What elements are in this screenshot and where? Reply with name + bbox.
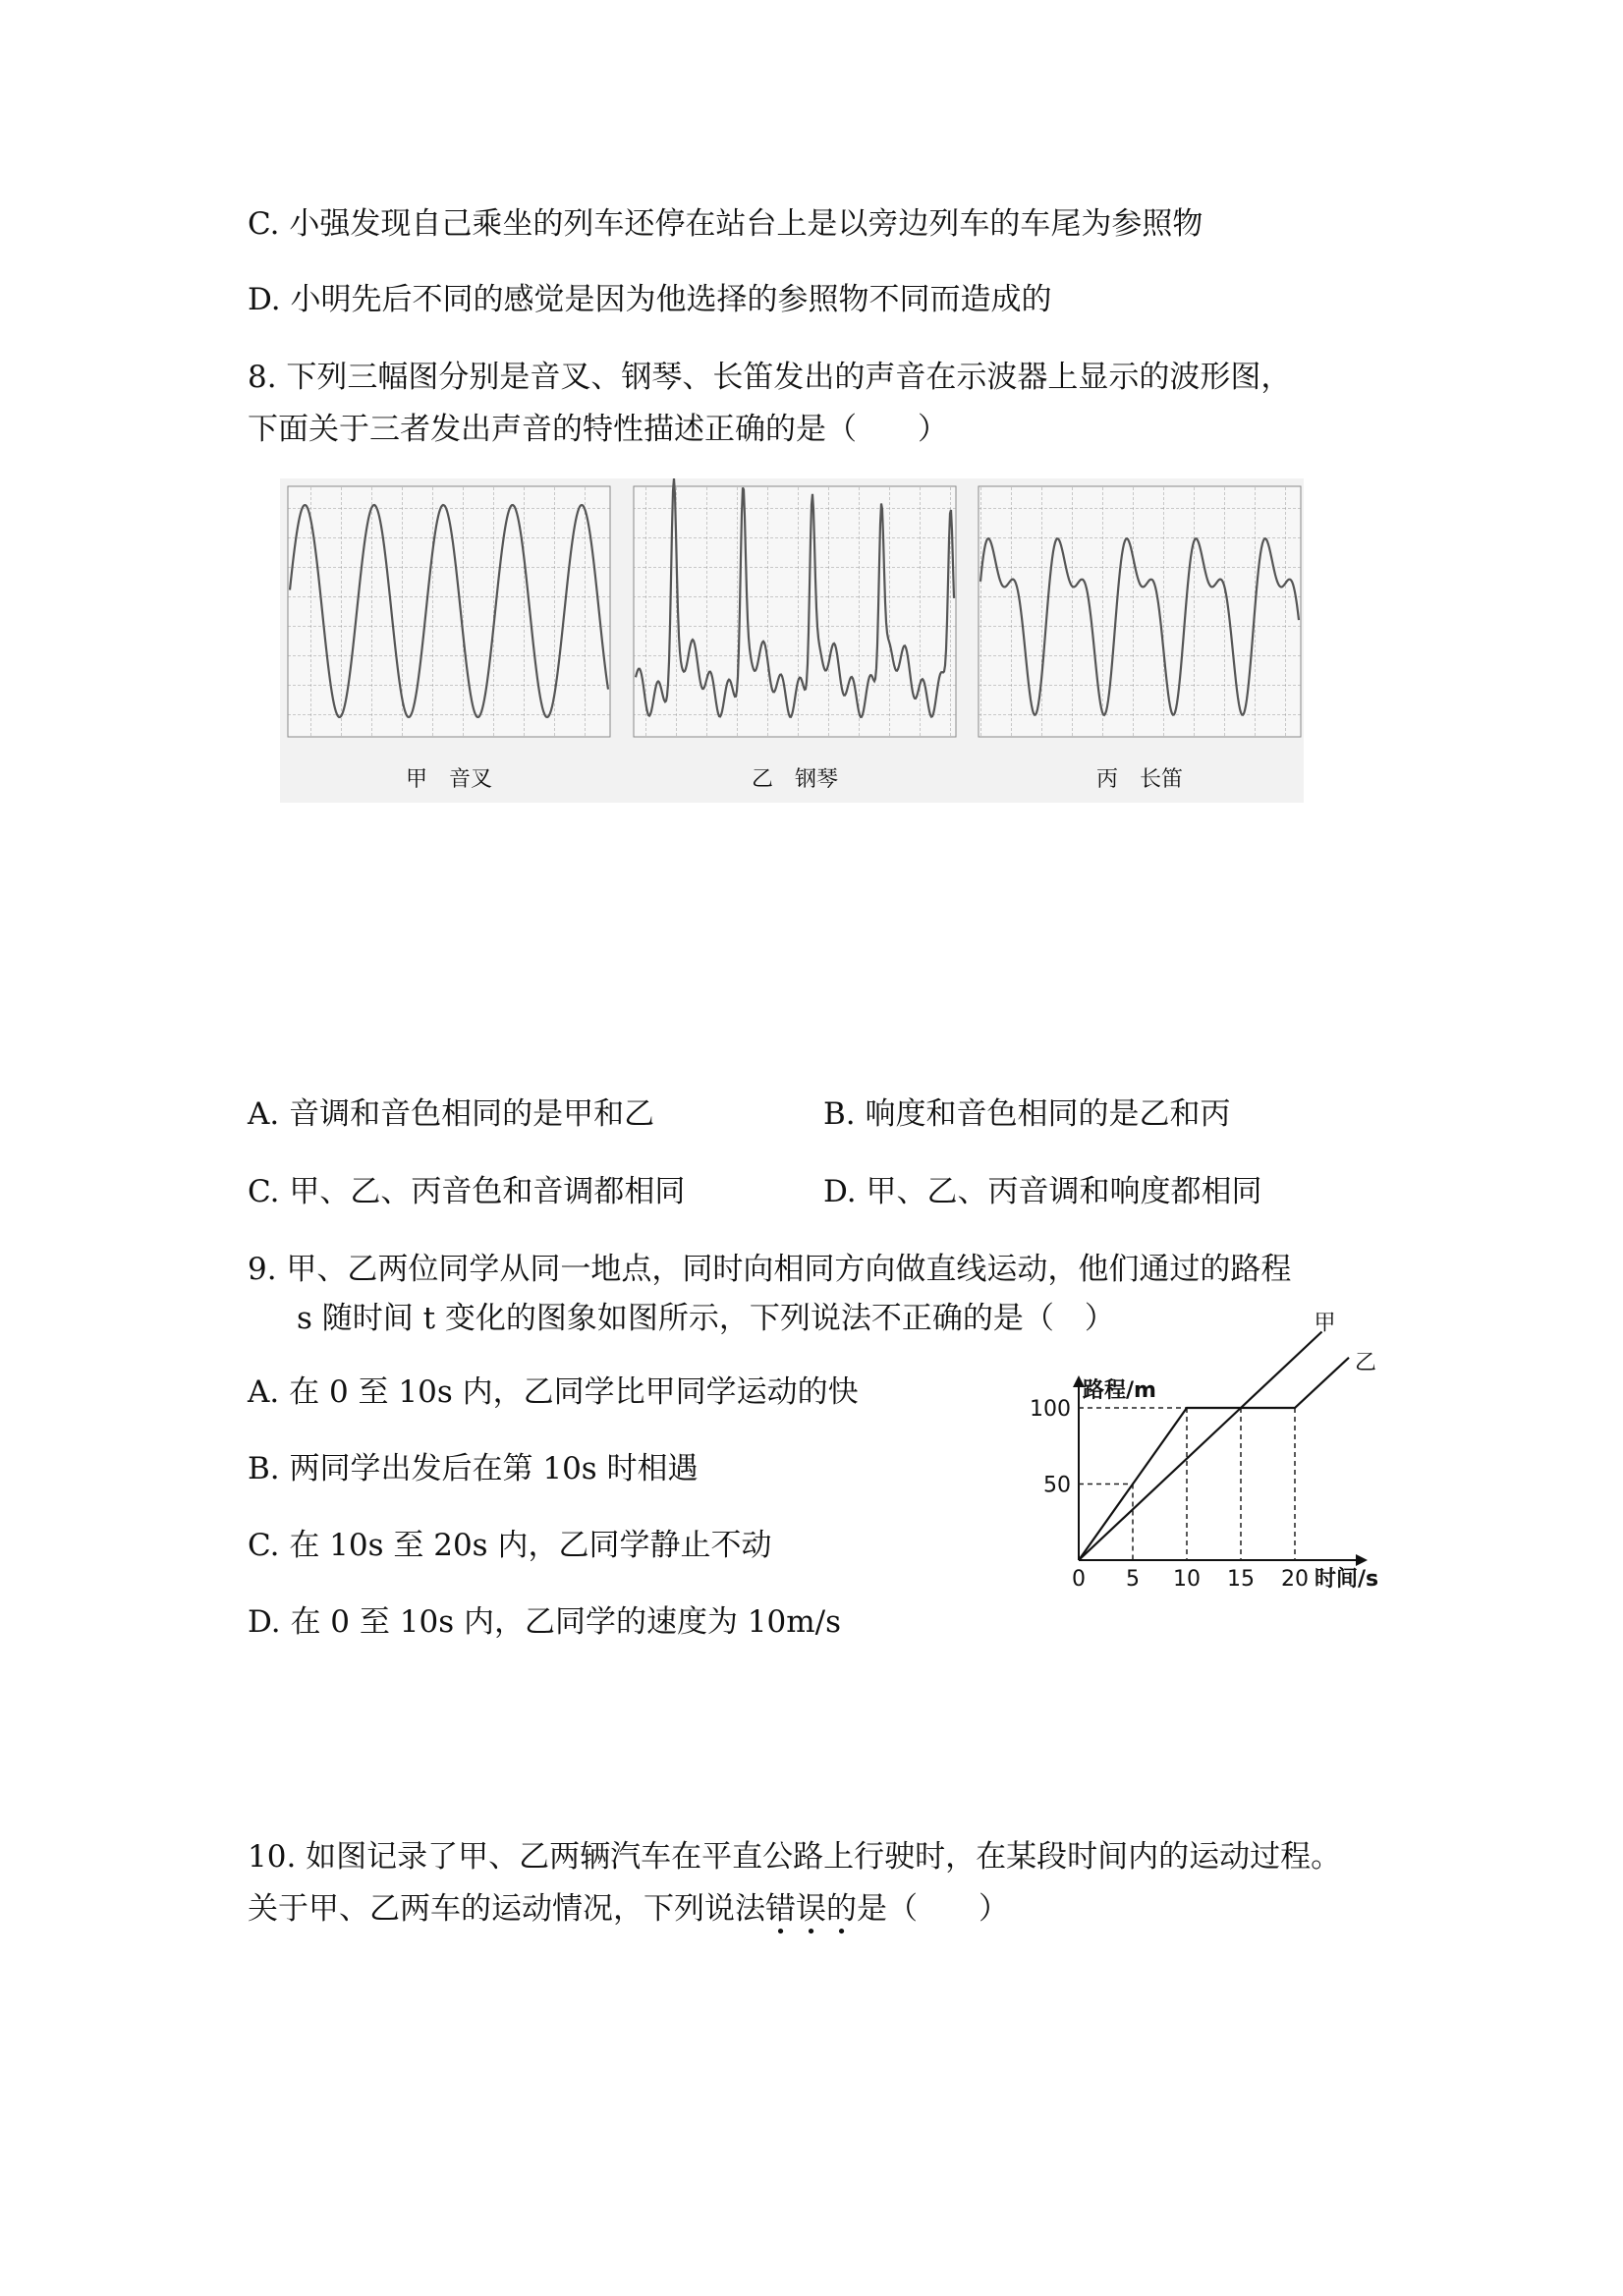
graph-guide-lines: [1079, 1408, 1295, 1560]
q10-emph-char-3: 的: [826, 1891, 857, 1927]
caption-tuning-fork: 甲 音叉: [405, 767, 493, 792]
q10-stem-post: 是（ ）: [857, 1891, 1009, 1927]
q7-option-c: C. 小强发现自己乘坐的列车还停在站台上是以旁边列车的车尾为参照物: [248, 206, 1203, 242]
waveform-panel-piano: [634, 478, 956, 737]
caption-piano: 乙 钢琴: [751, 767, 839, 792]
y-tick-label-0: 50: [1043, 1473, 1071, 1498]
x-tick-label-3: 15: [1227, 1567, 1255, 1592]
q9-option-c: C. 在 10s 至 20s 内，乙同学静止不动: [248, 1528, 772, 1563]
series-line-0: [1079, 1332, 1322, 1561]
q9-stem-line1: 9. 甲、乙两位同学从同一地点，同时向相同方向做直线运动，他们通过的路程: [248, 1252, 1292, 1287]
q10-stem-line2: [248, 1889, 1009, 1929]
q7-option-d: D. 小明先后不同的感觉是因为他选择的参照物不同而造成的: [248, 282, 1052, 317]
y-tick-label-1: 100: [1030, 1397, 1071, 1422]
graph-labels: [1030, 1312, 1378, 1593]
series-label-0: 甲: [1314, 1311, 1336, 1336]
q10-emph-char-1: 错: [765, 1891, 796, 1927]
waveform-panel-tuning-fork: [288, 486, 610, 737]
caption-flute: 丙 长笛: [1095, 767, 1184, 792]
q8-option-c: C. 甲、乙、丙音色和音调都相同: [248, 1174, 686, 1209]
q10-stem-pre: 关于甲、乙两车的运动情况，下列说法: [248, 1891, 765, 1927]
q9-stem-line2: s 随时间 t 变化的图象如图所示，下列说法不正确的是（ ）: [297, 1301, 1115, 1336]
x-axis-label: 时间/s: [1315, 1567, 1379, 1592]
q9-option-d: D. 在 0 至 10s 内，乙同学的速度为 10m/s: [248, 1604, 841, 1640]
q8-stem-line2: 下面关于三者发出声音的特性描述正确的是（ ）: [248, 412, 948, 447]
x-tick-label-4: 20: [1281, 1567, 1309, 1592]
q8-option-b: B. 响度和音色相同的是乙和丙: [823, 1096, 1231, 1132]
series-label-1: 乙: [1355, 1350, 1377, 1375]
q9-option-b: B. 两同学出发后在第 10s 时相遇: [248, 1451, 699, 1486]
distance-time-graph: [1022, 1311, 1395, 1603]
graph-series: [1079, 1332, 1349, 1561]
x-tick-label-1: 5: [1126, 1567, 1140, 1592]
waveform-panel-flute: [979, 486, 1301, 737]
q9-option-a: A. 在 0 至 10s 内，乙同学比甲同学运动的快: [248, 1374, 859, 1410]
q10-emph-char-2: 误: [796, 1891, 826, 1927]
x-axis-arrow: [1356, 1554, 1368, 1566]
graph-axes: [1073, 1375, 1368, 1566]
q10-stem-line1: 10. 如图记录了甲、乙两辆汽车在平直公路上行驶时，在某段时间内的运动过程。: [248, 1839, 1342, 1875]
q8-option-d: D. 甲、乙、丙音调和响度都相同: [823, 1174, 1262, 1209]
q8-option-a: A. 音调和音色相同的是甲和乙: [248, 1096, 655, 1132]
q8-stem-line1: 8. 下列三幅图分别是音叉、钢琴、长笛发出的声音在示波器上显示的波形图，: [248, 360, 1292, 395]
x-tick-label-0: 0: [1072, 1567, 1086, 1592]
x-tick-label-2: 10: [1173, 1567, 1201, 1592]
y-axis-label: 路程/m: [1083, 1378, 1156, 1403]
oscilloscope-waveforms-figure: [280, 478, 1304, 803]
